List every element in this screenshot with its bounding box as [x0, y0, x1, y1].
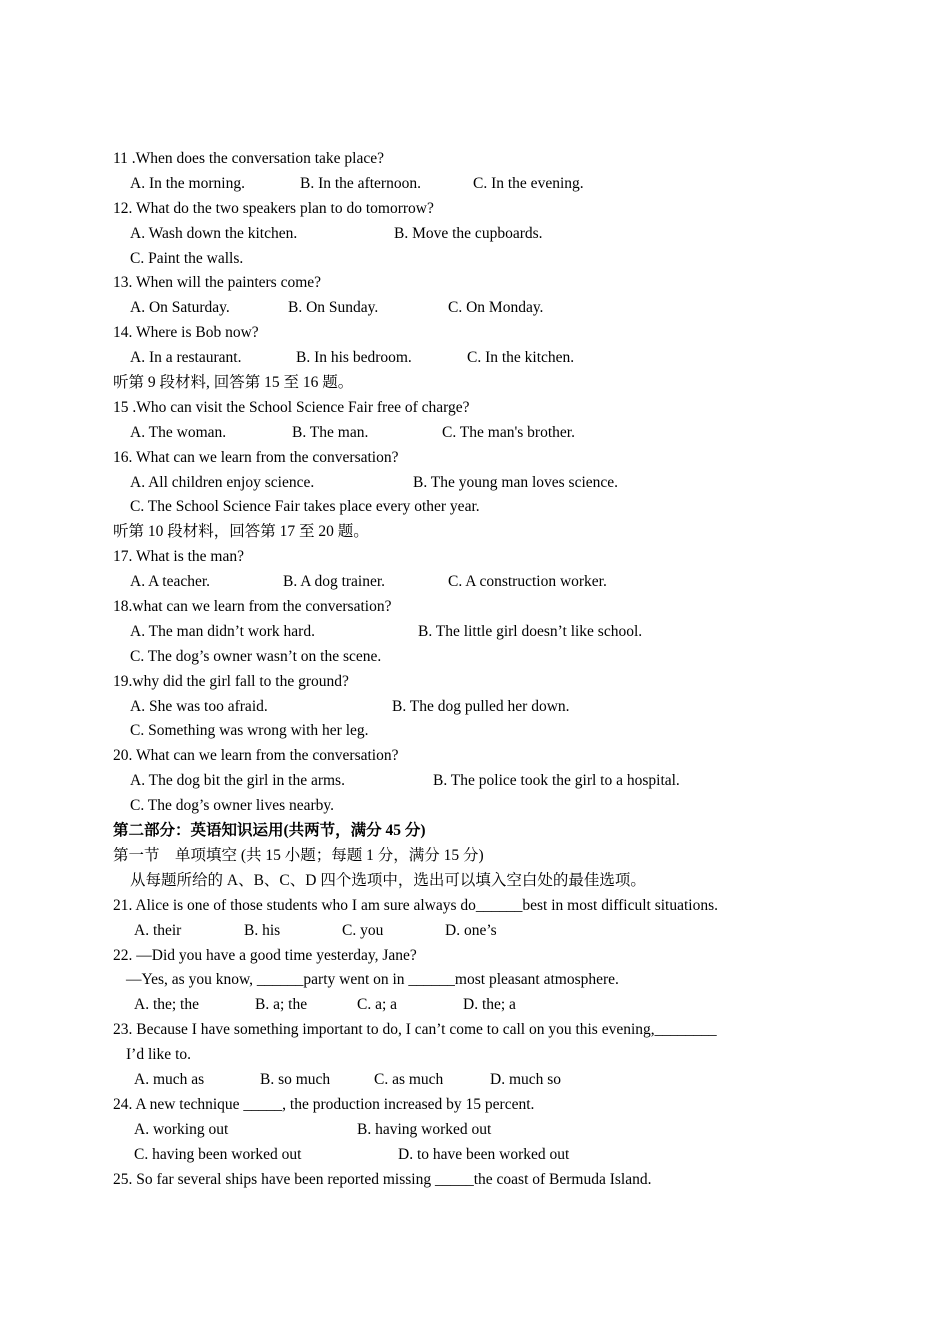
part-2-instruction: [113, 869, 893, 894]
question-15-options: [113, 421, 893, 446]
section-10-instruction: [113, 520, 893, 545]
question-text: I’d like to.: [126, 1046, 191, 1064]
option-a: A. much as: [134, 1070, 205, 1088]
option-c: C. A construction worker.: [448, 573, 607, 591]
option-c: C. you: [342, 921, 384, 939]
question-23-stem: [113, 1018, 893, 1043]
question-16-options-2: [113, 495, 893, 520]
option-a: A. In the morning.: [130, 174, 245, 192]
question-text: 23. Because I have something important to do, I can’t come to call on you this evening,________: [113, 1021, 717, 1039]
question-19-options-2: [113, 719, 893, 744]
question-19-stem: [113, 670, 893, 695]
question-21-stem: [113, 894, 893, 919]
question-18-stem: [113, 595, 893, 620]
question-text: 11 .When does the conversation take place?: [113, 150, 384, 167]
question-25-stem: [113, 1168, 893, 1193]
question-14-options: [113, 346, 893, 371]
question-text: 13. When will the painters come?: [113, 274, 322, 292]
option-b: B. so much: [260, 1070, 331, 1088]
option-c: C. The School Science Fair takes place every other year.: [130, 498, 480, 516]
question-12-stem: [113, 197, 893, 222]
heading-text: 第二部分：英语知识运用(共两节，满分 45 分): [113, 822, 426, 840]
question-text: 16. What can we learn from the conversation?: [113, 448, 399, 466]
question-24-options: [113, 1118, 893, 1143]
part-2-heading: [113, 819, 893, 844]
question-22-stem-2: [113, 968, 893, 993]
option-d: D. one’s: [445, 921, 497, 939]
option-d: D. the; a: [463, 996, 516, 1014]
question-17-options: [113, 570, 893, 595]
section-text: 听第 9 段材料, 回答第 15 至 16 题。: [113, 374, 354, 392]
question-22-stem: [113, 944, 893, 969]
question-24-options-2: [113, 1143, 893, 1168]
question-text: 22. —Did you have a good time yesterday, Jane?: [113, 946, 417, 964]
question-11-options: [113, 172, 893, 197]
option-a: A. In a restaurant.: [130, 349, 242, 367]
option-a: A. A teacher.: [130, 573, 211, 591]
question-23-stem-2: [113, 1043, 893, 1068]
option-a: A. All children enjoy science.: [130, 473, 315, 491]
instruction-text: 从每题所给的 A、B、C、D 四个选项中，选出可以填入空白处的最佳选项。: [130, 871, 646, 889]
question-11-stem: [113, 147, 893, 172]
question-text: 21. Alice is one of those students who I am sure always do______best in most difficult situations.: [113, 896, 719, 914]
option-b: B. Move the cupboards.: [394, 224, 543, 242]
question-17-stem: [113, 545, 893, 570]
question-text: 15 .Who can visit the School Science Fair free of charge?: [113, 398, 470, 416]
question-text: 14. Where is Bob now?: [113, 324, 259, 342]
option-b: B. a; the: [255, 996, 308, 1014]
section-9-instruction: [113, 371, 893, 396]
option-c: C. On Monday.: [448, 299, 544, 317]
question-text: 24. A new technique _____, the production increased by 15 percent.: [113, 1095, 535, 1113]
option-a: A. The dog bit the girl in the arms.: [130, 772, 345, 790]
option-c: C. The dog’s owner lives nearby.: [130, 797, 335, 815]
question-13-options: [113, 296, 893, 321]
option-a: A. The woman.: [130, 423, 227, 441]
question-13-stem: [113, 271, 893, 296]
option-b: B. The young man loves science.: [413, 473, 619, 491]
question-text: 18.what can we learn from the conversation?: [113, 598, 392, 616]
part-2-section-1-title: [113, 844, 893, 869]
option-a: A. The man didn’t work hard.: [130, 622, 315, 640]
question-19-options: [113, 695, 893, 720]
option-b: B. having worked out: [357, 1120, 492, 1138]
option-c: C. Something was wrong with her leg.: [130, 722, 369, 740]
question-15-stem: [113, 396, 893, 421]
option-a: A. She was too afraid.: [130, 697, 268, 715]
option-a: A. On Saturday.: [130, 299, 230, 317]
question-18-options-2: [113, 645, 893, 670]
option-c: C. a; a: [357, 996, 398, 1014]
option-b: B. The dog pulled her down.: [392, 697, 570, 715]
option-d: D. to have been worked out: [398, 1145, 570, 1163]
question-text: 17. What is the man?: [113, 548, 245, 566]
section-title-text: 第一节 单项填空 (共 15 小题；每题 1 分，满分 15 分): [113, 846, 484, 864]
option-b: B. The police took the girl to a hospital.: [433, 772, 680, 790]
option-c: C. having been worked out: [134, 1145, 302, 1163]
question-21-options: [113, 919, 893, 944]
option-b: B. The man.: [292, 423, 369, 441]
question-text: 20. What can we learn from the conversation?: [113, 747, 399, 765]
section-text: 听第 10 段材料，回答第 17 至 20 题。: [113, 523, 369, 541]
option-c: C. In the kitchen.: [467, 349, 575, 367]
question-text: 12. What do the two speakers plan to do tomorrow?: [113, 199, 434, 217]
question-text: 19.why did the girl fall to the ground?: [113, 672, 349, 690]
question-22-options: [113, 993, 893, 1018]
question-12-options: [113, 222, 893, 247]
option-a: A. Wash down the kitchen.: [130, 224, 298, 242]
option-a: A. their: [134, 921, 182, 939]
question-16-options: [113, 471, 893, 496]
exam-content: [113, 147, 893, 1192]
option-a: A. working out: [134, 1120, 229, 1138]
question-text: 25. So far several ships have been reported missing _____the coast of Bermuda Island.: [113, 1170, 652, 1188]
question-20-stem: [113, 744, 893, 769]
option-a: A. the; the: [134, 996, 199, 1014]
question-20-options-2: [113, 794, 893, 819]
question-23-options: [113, 1068, 893, 1093]
question-14-stem: [113, 321, 893, 346]
option-b: B. his: [244, 921, 281, 939]
option-d: D. much so: [490, 1070, 562, 1088]
option-b: B. The little girl doesn’t like school.: [418, 622, 643, 640]
question-12-options-2: [113, 247, 893, 272]
option-c: C. In the evening.: [473, 174, 584, 192]
option-c: C. The dog’s owner wasn’t on the scene.: [130, 647, 382, 665]
question-20-options: [113, 769, 893, 794]
option-b: B. On Sunday.: [288, 299, 379, 317]
option-c: C. Paint the walls.: [130, 249, 244, 267]
question-text: —Yes, as you know, ______party went on in ______most pleasant atmosphere.: [126, 971, 619, 989]
question-16-stem: [113, 446, 893, 471]
option-c: C. as much: [374, 1070, 444, 1088]
option-c: C. The man's brother.: [442, 423, 575, 441]
option-b: B. In the afternoon.: [300, 174, 421, 192]
option-b: B. In his bedroom.: [296, 349, 412, 367]
question-18-options: [113, 620, 893, 645]
option-b: B. A dog trainer.: [283, 573, 386, 591]
question-24-stem: [113, 1093, 893, 1118]
